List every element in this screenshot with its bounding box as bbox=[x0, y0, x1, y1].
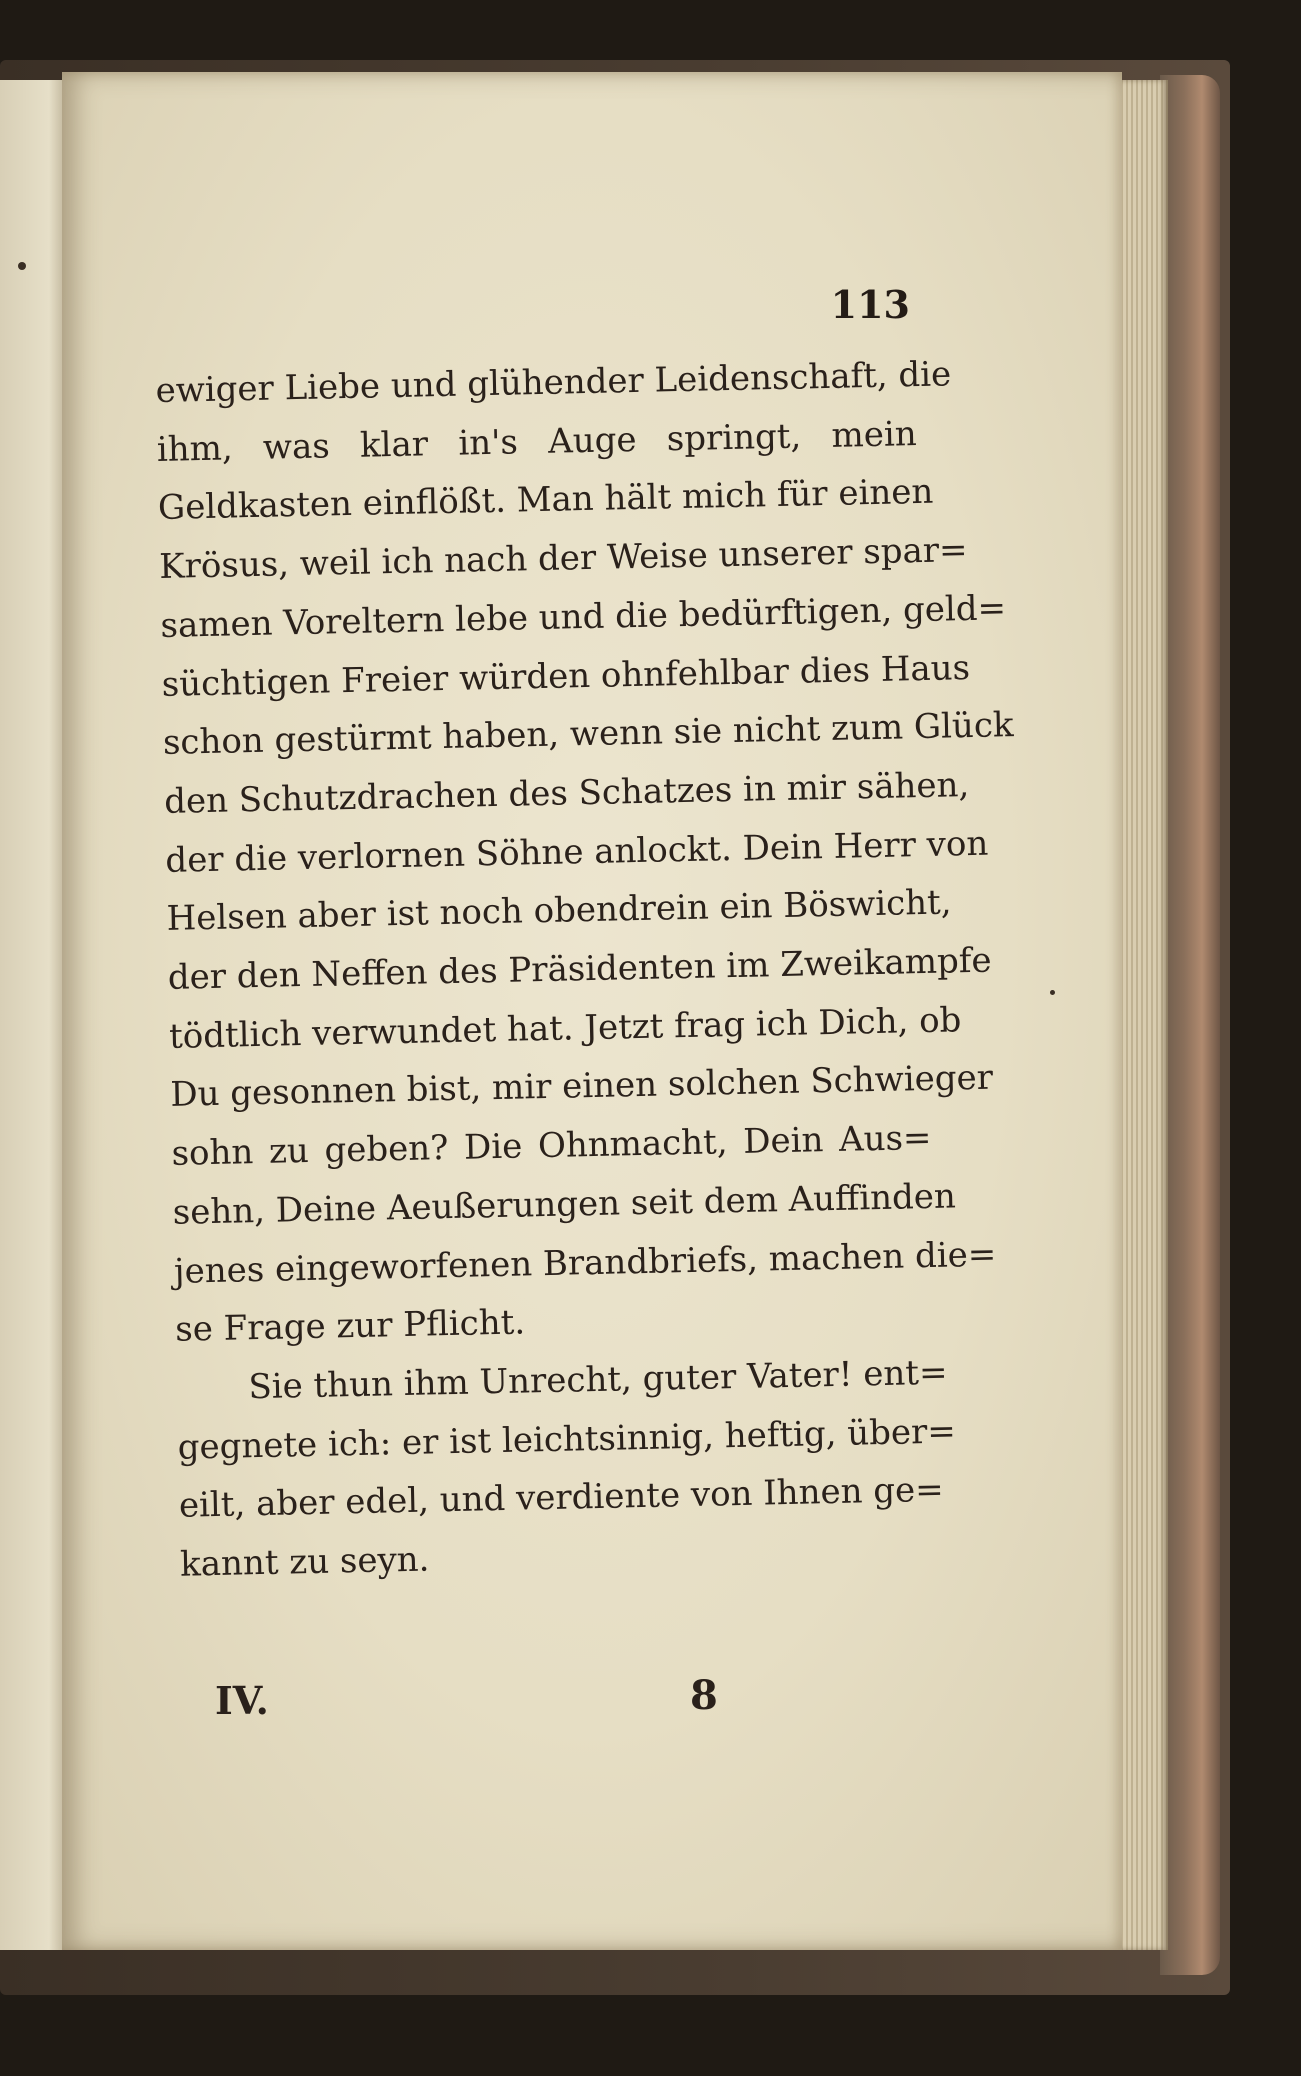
text-line: kannt zu seyn. bbox=[179, 1539, 430, 1585]
text-line: gegnete ich: er ist leichtsinnig, heftig, über= bbox=[177, 1411, 957, 1468]
text-line: süchtigen Freier würden ohnfehlbar dies Haus bbox=[161, 647, 971, 705]
text-line: Geldkasten einflößt. Man hält mich für einen bbox=[157, 472, 934, 529]
text-line: der die verlornen Söhne anlockt. Dein Herr von bbox=[165, 823, 989, 881]
text-line: eilt, aber edel, und verdiente von Ihnen ge= bbox=[178, 1470, 945, 1527]
text-line: sohn zu geben? Die Ohnmacht, Dein Aus= bbox=[171, 1118, 932, 1174]
text-line: jenes eingeworfenen Brandbriefs, machen die= bbox=[173, 1234, 997, 1292]
signature-mark: IV. bbox=[215, 1678, 269, 1723]
text-line: schon gestürmt haben, wenn sie nicht zum Glück bbox=[162, 705, 1014, 764]
page-number: 113 bbox=[830, 282, 910, 327]
text-line: den Schutzdrachen des Schatzes in mir sähen, bbox=[163, 764, 970, 822]
text-line: ihm, was klar in's Auge springt, mein bbox=[156, 413, 918, 470]
text-line: der den Neffen des Präsidenten im Zweikampfe bbox=[167, 940, 992, 998]
text-line: Du gesonnen bist, mir einen solchen Schwieger bbox=[169, 1058, 994, 1116]
speck bbox=[18, 262, 26, 270]
speck bbox=[1050, 990, 1055, 995]
text-line: ewiger Liebe und glühender Leidenschaft, die bbox=[155, 354, 952, 411]
text-line: Sie thun ihm Unrecht, guter Vater! ent= bbox=[248, 1352, 948, 1408]
text-line: tödtlich verwundet hat. Jetzt frag ich Dich, ob bbox=[168, 999, 962, 1057]
text-line: Krösus, weil ich nach der Weise unserer spar= bbox=[158, 530, 968, 588]
text-line: samen Voreltern lebe und die bedürftigen, geld= bbox=[160, 588, 1007, 646]
page-body bbox=[155, 346, 1014, 1594]
left-page-edge bbox=[0, 80, 70, 1950]
text-line: Helsen aber ist noch obendrein ein Böswicht, bbox=[166, 882, 952, 940]
cover-edge bbox=[1160, 75, 1220, 1975]
sheet-number: 8 bbox=[690, 1672, 718, 1719]
text-line: se Frage zur Pflicht. bbox=[174, 1302, 526, 1351]
text-line: sehn, Deine Aeußerungen seit dem Auffinden bbox=[172, 1176, 957, 1233]
